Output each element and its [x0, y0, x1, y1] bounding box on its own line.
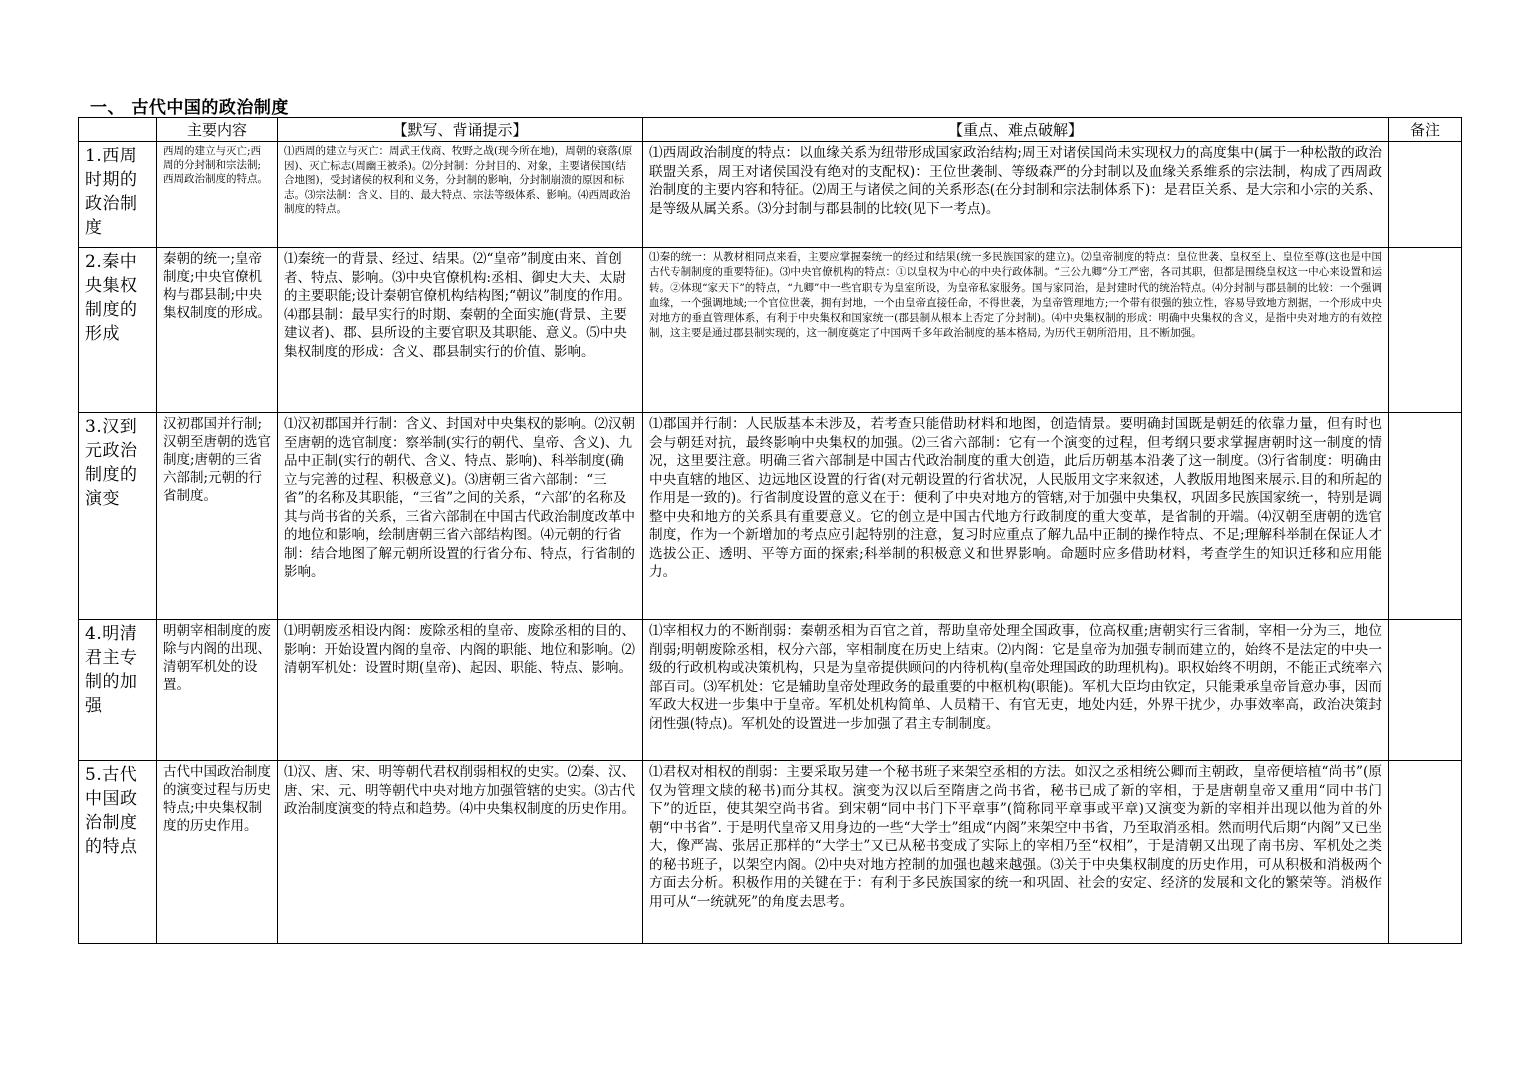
key-point-cell: ⑴宰相权力的不断削弱：秦朝丞相为百官之首，帮助皇帝处理全国政事，位高权重;唐朝实行三省制，宰相一分为三，地位削弱;明朝废除丞相，权分六部，宰相制度在历史上结束。⑵内阁：它是皇帝为加强专制而建立的，始终不是法定的中央一级的行政机构或决策机构，只是为皇帝提供顾问的内待机构(皇帝处理国政的助理机构)。职权始终不明朗，不能正式统率六部百司。⑶军机处：它是辅助皇帝处理政务的最重要的中枢机构(职能)。军机大臣均由钦定，只能秉承皇帝旨意办事，因而军政大权进一步集中于皇帝。军机处机构简单、人员精干、有官无吏，地处内廷，外界干扰少，办事效率高，政治决策封闭性强(特点)。军机处的设置进一步加强了君主专制制度。	[643, 620, 1389, 761]
header-row	[79, 118, 1462, 142]
key-point-cell: ⑴君权对相权的削弱：主要采取另建一个秘书班子来架空丞相的方法。如汉之丞相统公卿而主朝政，皇帝便培植“尚书”(原仅为管理文牍的秘书)而分其权。演变为汉以后至隋唐之尚书省，秘书已成了新的宰相，于是唐朝皇帝又重用“同中书门下”的近臣，使其架空尚书省。到宋朝“同中书门下平章事”(简称同平章事或平章)又演变为新的宰相并出现以他为首的外朝“中书省”. 于是明代皇帝又用身边的一些“大学士”组成“内阁”来架空中书省，乃至取消丞相。然而明代后期“内阁”又已坐大，像严嵩、张居正那样的“大学士”又已从秘书变成了实际上的宰相乃至“权相”，于是清朝又出现了南书房、军机处之类的秘书班子，以架空内阁。⑵中央对地方控制的加强也越来越强。⑶关于中央集权制度的历史作用，可从积极和消极两个方面去分析。积极作用的关键在于：有利于多民族国家的统一和巩固、社会的安定、经济的发展和文化的繁荣等。消极作用可从“一统就死”的角度去思考。	[643, 761, 1389, 944]
main-content-cell: 古代中国政治制度的演变过程与历史特点;中央集权制度的历史作用。	[157, 761, 278, 944]
main-content-cell: 秦朝的统一;皇帝制度;中央官僚机构与郡县制;中央集权制度的形成。	[157, 248, 278, 413]
header-key-points: 【重点、难点破解】	[643, 118, 1389, 142]
topic-cell: 4.明清君主专制的加强	[79, 620, 157, 761]
main-content-cell: 明朝宰相制度的废除与内阁的出现、清朝军机处的设置。	[157, 620, 278, 761]
remark-cell	[1389, 248, 1462, 413]
remark-cell	[1389, 413, 1462, 620]
table-row	[79, 413, 1462, 620]
topic-cell: 1.西周时期的政治制度	[79, 142, 157, 248]
table-row	[79, 248, 1462, 413]
topic-cell: 5.古代中国政治制度的特点	[79, 761, 157, 944]
header-recite-hints: 【默写、背诵提示】	[278, 118, 643, 142]
topic-cell: 2.秦中央集权制度的形成	[79, 248, 157, 413]
hint-cell: ⑴汉、唐、宋、明等朝代君权削弱相权的史实。⑵秦、汉、唐、宋、元、明等朝代中央对地方加强管辖的史实。⑶古代政治制度演变的特点和趋势。⑷中央集权制度的历史作用。	[278, 761, 643, 944]
table-row	[79, 620, 1462, 761]
topic-cell: 3.汉到元政治制度的演变	[79, 413, 157, 620]
header-main-content: 主要内容	[157, 118, 278, 142]
remark-cell	[1389, 142, 1462, 248]
key-point-cell: ⑴秦的统一：从教材相同点来看，主要应掌握秦统一的经过和结果(统一多民族国家的建立)。⑵皇帝制度的特点：皇位世袭、皇权至上、皇位至尊(这也是中国古代专制制度的重要特征)。⑶中央官僚机构的特点：①以皇权为中心的中央行政体制。“三公九卿”分工严密，各司其职，但都是围绕皇权这一中心来设置和运转。②体现“家天下”的特点，“九卿”中一些官职专为皇室所设，为皇帝私家服务。国与家同治，是封建时代的统治特点。⑷分封制与郡县制的比较：一个强调血缘，一个强调地域;一个官位世袭，拥有封地，一个由皇帝直接任命，不得世袭，为皇帝管理地方;一个带有很强的独立性，容易导致地方割据，一个形成中央对地方的垂直管理体系，有利于中央集权和国家统一(郡县制从根本上否定了分封制)。⑷中央集权制的形成：明确中央集权的含义，是指中央对地方的有效控制，这主要是通过郡县制实现的，这一制度奠定了中国两千多年政治制度的基本格局, 为历代王朝所沿用，且不断加强。	[643, 248, 1389, 413]
table-row	[79, 142, 1462, 248]
key-point-cell: ⑴西周政治制度的特点：以血缘关系为纽带形成国家政治结构;周王对诸侯国尚未实现权力的高度集中(属于一种松散的政治联盟关系，周王对诸侯国没有绝对的支配权)：王位世袭制、等级森严的分封制以及血缘关系维系的宗法制，构成了西周政治制度的主要内容和特征。⑵周王与诸侯之间的关系形态(在分封制和宗法制体系下)：是君臣关系、是大宗和小宗的关系、是等级从属关系。⑶分封制与郡县制的比较(见下一考点)。	[643, 142, 1389, 248]
hint-cell: ⑴西周的建立与灭亡：周武王伐商、牧野之战(现今所在地)，周朝的衰落(原因)、灭亡标志(周幽王被杀)。⑵分封制：分封目的、对象，主要诸侯国(结合地图)，受封诸侯的权利和义务，分封制的影响，分封制崩溃的原因和标志。⑶宗法制：含义、目的、最大特点、宗法等级体系、影响。⑷西周政治制度的特点。	[278, 142, 643, 248]
outline-table	[78, 117, 1462, 944]
section-title: 一、 古代中国的政治制度	[90, 98, 289, 118]
remark-cell	[1389, 761, 1462, 944]
hint-cell: ⑴明朝废丞相设内阁：废除丞相的皇帝、废除丞相的目的、影响：开始设置内阁的皇帝、内阁的职能、地位和影响。⑵清朝军机处：设置时期(皇帝)、起因、职能、特点、影响。	[278, 620, 643, 761]
header-topic	[79, 118, 157, 142]
main-content-cell: 西周的建立与灭亡;西周的分封制和宗法制;西周政治制度的特点。	[157, 142, 278, 248]
header-remarks: 备注	[1389, 118, 1462, 142]
main-content-cell: 汉初郡国并行制;汉朝至唐朝的选官制度;唐朝的三省六部制;元朝的行省制度。	[157, 413, 278, 620]
key-point-cell: ⑴郡国并行制：人民版基本未涉及，若考查只能借助材料和地图，创造情景。要明确封国既是朝廷的依靠力量，但有时也会与朝廷对抗，最终影响中央集权的加强。⑵三省六部制：它有一个演变的过程，但考纲只要求掌握唐朝时这一制度的情况，这里要注意。明确三省六部制是中国古代政治制度的重大创造，此后历朝基本沿袭了这一制度。⑶行省制度：明确由中央直辖的地区、边远地区设置的行省(对元朝设置的行省状况，人民版用文字来叙述，人教版用地图来展示.目的和所起的作用是一致的)。行省制度设置的意义在于：便利了中央对地方的管辖,对于加强中央集权，巩固多民族国家统一，特别是调整中央和地方的关系具有重要意义。它的创立是中国古代地方行政制度的重大变革，是省制的开端。⑷汉朝至唐朝的选官制度，作为一个新增加的考点应引起特别的注意，复习时应重点了解九品中正制的操作特点、不足;理解科举制在保证人才选拔公正、透明、平等方面的探索;科举制的积极意义和世界影响。命题时应多借助材料，考查学生的知识迁移和应用能力。	[643, 413, 1389, 620]
remark-cell	[1389, 620, 1462, 761]
table-row	[79, 761, 1462, 944]
hint-cell: ⑴秦统一的背景、经过、结果。⑵“皇帝”制度由来、首创者、特点、影响。⑶中央官僚机构:丞相、御史大夫、太尉的主要职能;设计秦朝官僚机构结构图;“朝议”制度的作用。⑷郡县制：最早实行的时期、秦朝的全面实施(背景、主要建议者)、郡、县所设的主要官职及其职能、意义。⑸中央集权制度的形成：含义、郡县制实行的价值、影响。	[278, 248, 643, 413]
hint-cell: ⑴汉初郡国并行制：含义、封国对中央集权的影响。⑵汉朝至唐朝的选官制度：察举制(实行的朝代、皇帝、含义)、九品中正制(实行的朝代、含义、特点、影响)、科举制度(确立与完善的过程、积极意义)。⑶唐朝三省六部制：“三省”的名称及其职能，“三省”之间的关系，“六部’的名称及其与尚书省的关系，三省六部制在中国古代政治制度改革中的地位和影响，绘制唐朝三省六部结构图。⑷元朝的行省制：结合地图了解元朝所设置的行省分布、特点，行省制的影响。	[278, 413, 643, 620]
